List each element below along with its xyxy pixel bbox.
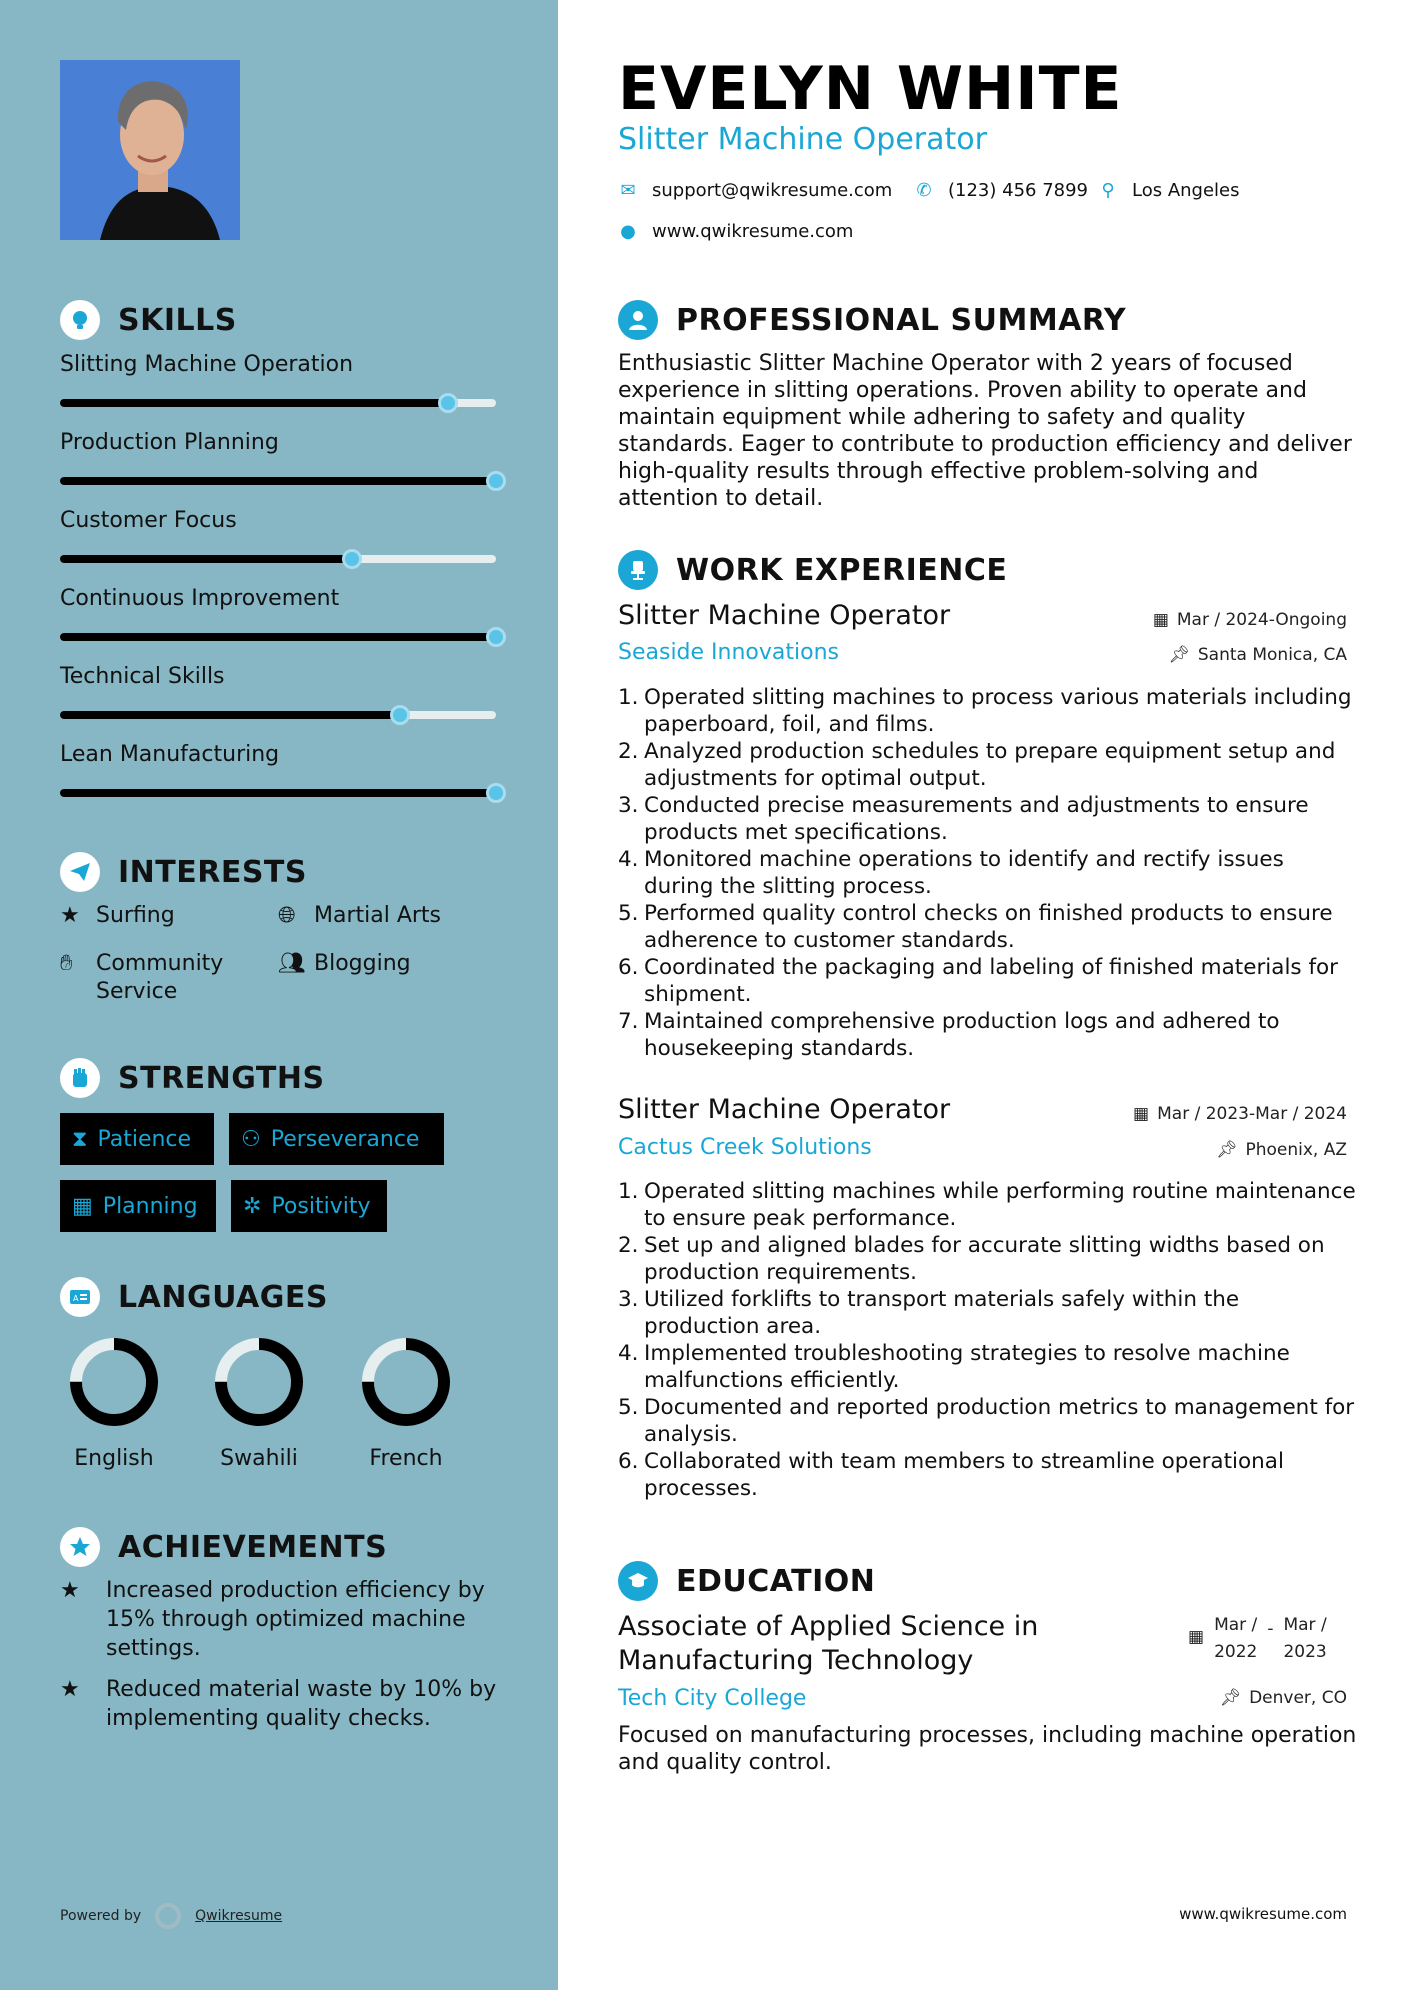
bullet-number: 2. — [618, 739, 639, 764]
globe-icon: ● — [620, 221, 636, 242]
location-text: Los Angeles — [1132, 180, 1240, 201]
bullet-number: 3. — [618, 793, 639, 818]
skill-name: Continuous Improvement — [60, 586, 340, 611]
skill-bar — [60, 789, 496, 797]
bullet-number: 6. — [618, 1449, 639, 1474]
skill-item — [60, 508, 500, 533]
education-description: Focused on manufacturing processes, including machine operation and quality control. — [618, 1723, 1357, 1775]
strength-label: Positivity — [271, 1193, 371, 1219]
job-company: Seaside Innovations — [618, 640, 839, 665]
skill-name: Technical Skills — [60, 664, 225, 689]
bullet-text: Coordinated the packaging and labeling of finished materials for shipment. — [644, 955, 1339, 1007]
skill-item — [60, 664, 500, 689]
bullet-item — [618, 1286, 1358, 1340]
job-dates-text: Mar / 2024-Ongoing — [1176, 610, 1347, 630]
calendar-icon: ▦ — [1152, 610, 1169, 630]
bullet-item — [618, 1232, 1358, 1286]
job-location — [1216, 1140, 1347, 1160]
degree-line-2: Manufacturing Technology — [618, 1645, 974, 1676]
job-company: Cactus Creek Solutions — [618, 1135, 872, 1160]
fist-icon — [60, 1058, 100, 1098]
degree-line-1: Associate of Applied Science in — [618, 1611, 1039, 1642]
skill-fill — [60, 399, 448, 407]
language-name: Swahili — [220, 1446, 298, 1471]
bullet-number: 1. — [618, 1179, 639, 1204]
strength-tag — [60, 1180, 216, 1232]
education-heading — [618, 1561, 875, 1601]
bullet-text: Utilized forklifts to transport materials safely within the production area. — [644, 1287, 1240, 1339]
bullet-item — [618, 1178, 1358, 1232]
qwikresume-logo-icon — [155, 1903, 181, 1929]
bullet-text: Maintained comprehensive production logs and adhered to housekeeping standards. — [644, 1009, 1280, 1061]
email-text: support@qwikresume.com — [652, 180, 893, 201]
bullet-number: 5. — [618, 1395, 639, 1420]
skill-item — [60, 352, 500, 377]
achievement-item — [60, 1675, 510, 1733]
interests-title: INTERESTS — [118, 854, 307, 890]
strength-label: Perseverance — [270, 1126, 420, 1152]
bullet-number: 7. — [618, 1009, 639, 1034]
strengths-heading — [60, 1058, 325, 1098]
language-ring — [209, 1332, 309, 1432]
skill-level-knob — [438, 393, 458, 413]
interest-label: Community Service — [96, 951, 224, 1004]
edu-start-year: 2022 — [1214, 1642, 1258, 1662]
bullet-number: 1. — [618, 685, 639, 710]
education-location — [1220, 1688, 1348, 1708]
interest-label: Martial Arts — [314, 903, 442, 928]
strength-tag — [231, 1180, 387, 1232]
education-location-text: Denver, CO — [1249, 1688, 1347, 1708]
school-name: Tech City College — [618, 1686, 807, 1711]
candidate-name: EVELYN WHITE — [618, 54, 1123, 124]
skill-fill — [60, 555, 352, 563]
pin-icon: 📌︎ — [1219, 1688, 1242, 1708]
languages-title: LANGUAGES — [118, 1279, 328, 1315]
skill-name: Lean Manufacturing — [60, 742, 280, 767]
calendar-icon: ▦ — [1188, 1627, 1205, 1647]
strength-label: Planning — [102, 1193, 198, 1219]
contact-phone[interactable] — [914, 180, 1088, 201]
hand-icon: ✋︎ — [60, 951, 73, 976]
skills-title: SKILLS — [118, 302, 237, 338]
skill-item — [60, 586, 500, 611]
job-location — [1168, 645, 1347, 665]
skills-heading — [60, 300, 237, 340]
interest-item — [60, 950, 250, 1006]
skill-bar — [60, 399, 496, 407]
skill-level-knob — [486, 627, 506, 647]
degree-title — [618, 1610, 1038, 1678]
bullet-item — [618, 954, 1358, 1008]
job-location-text: Santa Monica, CA — [1197, 645, 1347, 665]
interest-item — [60, 902, 175, 930]
achievement-item — [60, 1576, 510, 1663]
language-name: English — [74, 1446, 154, 1471]
experience-title: WORK EXPERIENCE — [676, 552, 1008, 588]
sun-icon: ✲ — [243, 1193, 262, 1219]
skill-name: Customer Focus — [60, 508, 237, 533]
hourglass-icon: ⧗ — [72, 1126, 88, 1152]
bullet-item — [618, 900, 1358, 954]
bullet-item — [618, 684, 1358, 738]
skill-level-knob — [486, 471, 506, 491]
phone-icon: ✆ — [916, 180, 932, 201]
star-badge-icon — [60, 1527, 100, 1567]
star-icon: ★ — [60, 903, 80, 928]
job-dates — [1133, 1104, 1347, 1124]
globe-icon: 🌐︎ — [278, 903, 296, 928]
skill-level-knob — [486, 783, 506, 803]
skill-fill — [60, 789, 496, 797]
skill-name: Slitting Machine Operation — [60, 352, 354, 377]
achievement-text: Increased production efficiency by 15% through optimized machine settings. — [106, 1578, 485, 1661]
skill-fill — [60, 477, 496, 485]
bullet-text: Documented and reported production metrics to management for analysis. — [644, 1395, 1355, 1447]
job-title: Slitter Machine Operator — [618, 1094, 951, 1125]
interest-item — [278, 950, 411, 978]
language-ring — [64, 1332, 164, 1432]
strength-tag — [229, 1113, 444, 1165]
skill-name: Production Planning — [60, 430, 279, 455]
education-title: EDUCATION — [676, 1563, 876, 1599]
interest-label: Surfing — [96, 903, 175, 928]
summary-text: Enthusiastic Slitter Machine Operator with 2 years of focused experience in slitting operations. Proven ability to operate and maintain equipment while adhering to safety and quality standards. Eager to contribute to production efficiency and deliver high-quality results through effective problem-solving and attention to detail. — [618, 351, 1352, 511]
skill-bar — [60, 555, 496, 563]
envelope-icon: ✉ — [620, 180, 636, 201]
bullet-text: Operated slitting machines to process various materials including paperboard, foil, and films. — [644, 685, 1352, 737]
bullet-number: 2. — [618, 1233, 639, 1258]
website-text: www.qwikresume.com — [652, 221, 854, 242]
contact-website[interactable] — [618, 221, 853, 242]
contact-email[interactable] — [618, 180, 892, 201]
achievement-text: Reduced material waste by 10% by implementing quality checks. — [106, 1677, 497, 1731]
calendar-icon: ▦ — [72, 1193, 93, 1219]
education-dates: ▦ Mar / 2022 - Mar / 2023 — [1188, 1612, 1327, 1666]
summary-title: PROFESSIONAL SUMMARY — [676, 302, 1127, 338]
calendar-icon: ▦ — [1133, 1104, 1150, 1124]
bullet-text: Analyzed production schedules to prepare equipment setup and adjustments for optimal output. — [644, 739, 1336, 791]
shooting-star-icon: ★ — [60, 1677, 80, 1702]
interest-item — [278, 902, 441, 930]
profile-photo — [60, 60, 240, 240]
contact-location — [1098, 180, 1240, 201]
edu-start-month: Mar / — [1214, 1615, 1258, 1635]
office-chair-icon — [618, 550, 658, 590]
bullet-item — [618, 738, 1358, 792]
interest-label: Blogging — [314, 951, 411, 976]
bullet-number: 5. — [618, 901, 639, 926]
users-icon: 👥︎ — [278, 951, 306, 976]
edu-end-year: 2023 — [1283, 1642, 1327, 1662]
pin-icon: 📌︎ — [1168, 645, 1190, 665]
candidate-role: Slitter Machine Operator — [618, 122, 987, 157]
job-bullets — [618, 1178, 1358, 1502]
job-dates — [1153, 610, 1347, 630]
strength-tag — [60, 1113, 214, 1165]
bullet-text: Monitored machine operations to identify and rectify issues during the slitting process. — [644, 847, 1284, 899]
graduation-icon — [618, 1561, 658, 1601]
skill-item — [60, 430, 500, 455]
skill-bar — [60, 477, 496, 485]
skill-fill — [60, 711, 400, 719]
map-pin-icon: ⚲ — [1101, 180, 1115, 201]
bullet-number: 4. — [618, 847, 639, 872]
bullet-text: Performed quality control checks on finished products to ensure adherence to customer standards. — [644, 901, 1333, 953]
bullet-text: Conducted precise measurements and adjustments to ensure products met specifications. — [644, 793, 1309, 845]
achievements-heading — [60, 1527, 387, 1567]
bullet-item — [618, 1394, 1358, 1448]
svg-text:A: A — [73, 1294, 79, 1303]
powered-by — [60, 1903, 282, 1929]
phone-text: (123) 456 7899 — [948, 180, 1089, 201]
bullet-number: 3. — [618, 1287, 639, 1312]
bullet-item — [618, 1340, 1358, 1394]
main-content — [558, 0, 1407, 1990]
experience-heading — [618, 550, 1007, 590]
bullet-text: Set up and aligned blades for accurate slitting widths based on production requirements. — [644, 1233, 1325, 1285]
job-location-text: Phoenix, AZ — [1245, 1140, 1347, 1160]
language-card-icon — [60, 1277, 100, 1317]
pin-icon: 📌︎ — [1215, 1140, 1238, 1160]
user-icon — [618, 300, 658, 340]
footer-url[interactable]: www.qwikresume.com — [1179, 1905, 1347, 1923]
language-item — [346, 1332, 466, 1471]
skill-item — [60, 742, 500, 767]
interests-heading — [60, 852, 307, 892]
bullet-number: 4. — [618, 1341, 639, 1366]
paper-plane-icon — [60, 852, 100, 892]
bullet-text: Collaborated with team members to streamline operational processes. — [644, 1449, 1284, 1501]
summary-heading — [618, 300, 1126, 340]
skill-bar — [60, 711, 496, 719]
bullet-item — [618, 792, 1358, 846]
language-item — [54, 1332, 174, 1471]
strengths-title: STRENGTHS — [118, 1060, 325, 1096]
bullet-number: 6. — [618, 955, 639, 980]
binoculars-icon: ⚇ — [241, 1126, 261, 1152]
language-name: French — [369, 1446, 443, 1471]
job-dates-text: Mar / 2023-Mar / 2024 — [1157, 1104, 1347, 1124]
skill-level-knob — [342, 549, 362, 569]
skill-fill — [60, 633, 496, 641]
job-title: Slitter Machine Operator — [618, 600, 951, 631]
bullet-item — [618, 846, 1358, 900]
bullet-text: Implemented troubleshooting strategies to resolve machine malfunctions efficiently. — [644, 1341, 1290, 1393]
bullet-item — [618, 1448, 1358, 1502]
sidebar — [0, 0, 558, 1990]
skill-level-knob — [390, 705, 410, 725]
powered-brand-link[interactable]: Qwikresume — [195, 1908, 283, 1924]
bullet-text: Operated slitting machines while performing routine maintenance to ensure peak performance. — [644, 1179, 1356, 1231]
edu-end-month: Mar / — [1283, 1615, 1327, 1635]
strength-label: Patience — [97, 1126, 192, 1152]
job-bullets — [618, 684, 1358, 1062]
shooting-star-icon: ★ — [60, 1578, 80, 1603]
bullet-item — [618, 1008, 1358, 1062]
language-item — [199, 1332, 319, 1471]
achievements-title: ACHIEVEMENTS — [118, 1529, 388, 1565]
powered-label: Powered by — [60, 1908, 142, 1924]
skill-bar — [60, 633, 496, 641]
lightbulb-icon — [60, 300, 100, 340]
language-ring — [356, 1332, 456, 1432]
languages-heading — [60, 1277, 328, 1317]
